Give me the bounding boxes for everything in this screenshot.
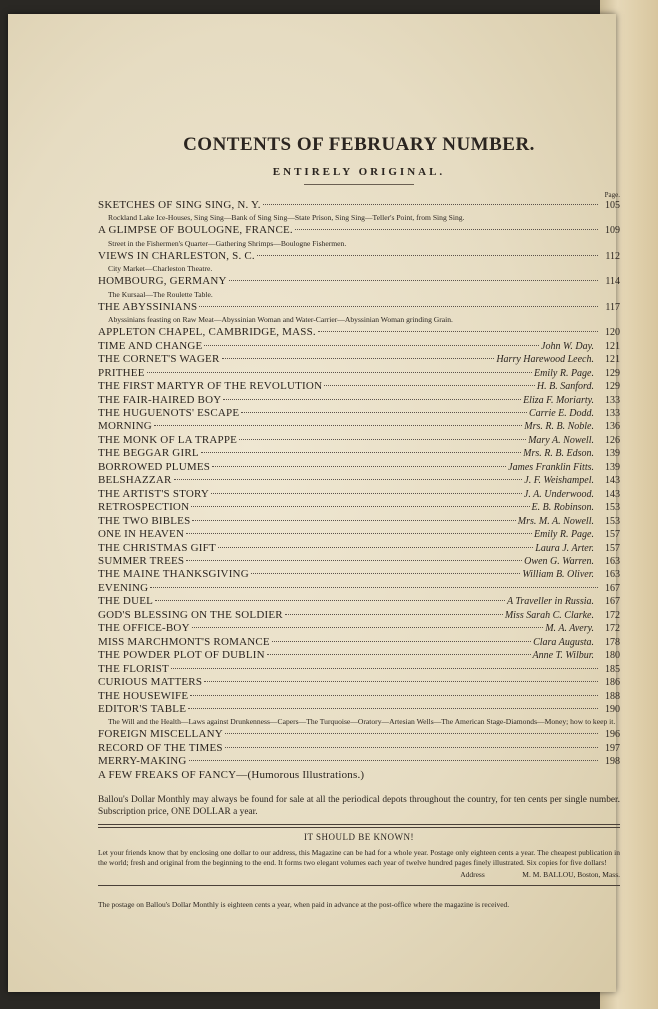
leader-dots — [267, 654, 531, 655]
entry-title: SUMMER TREES — [98, 554, 185, 567]
entry-title: EDITOR'S TABLE — [98, 702, 187, 715]
leader-dots — [192, 627, 543, 628]
entry-author: E. B. Robinson. — [531, 502, 594, 514]
contents-subentry: The Kursaal—The Roulette Table. — [108, 289, 213, 299]
entry-title: THE POWDER PLOT OF DUBLIN — [98, 649, 265, 662]
entry-title: CURIOUS MATTERS — [98, 676, 203, 689]
entry-page: 163 — [605, 569, 620, 581]
address-value: M. M. BALLOU, Boston, Mass. — [522, 870, 620, 880]
entry-page: 163 — [605, 555, 620, 567]
entry-title: MISS MARCHMONT'S ROMANCE — [98, 635, 270, 648]
leader-dots — [204, 345, 539, 346]
contents-entry — [98, 326, 620, 339]
entry-title: ONE IN HEAVEN — [98, 528, 185, 541]
entry-title: HOMBOURG, GERMANY — [98, 275, 227, 288]
leader-dots — [174, 479, 523, 480]
leader-dots — [154, 425, 522, 426]
entry-author: Anne T. Wilbur. — [532, 650, 594, 662]
contents-entry — [98, 568, 620, 581]
contents-subentry: City Market—Charleston Theatre. — [108, 264, 213, 274]
entry-page: 143 — [605, 475, 620, 487]
sale-notice: Ballou's Dollar Monthly may always be found for sale at all the periodical depots throughout the country, for ten cents per single number. Subscription price, ONE DOLLAR a year. — [98, 795, 620, 818]
leader-dots — [241, 412, 527, 413]
leader-dots — [147, 372, 532, 373]
entry-page: 121 — [605, 354, 620, 366]
contents-entry — [98, 555, 620, 568]
contents-entry — [98, 250, 620, 263]
entry-author: H. B. Sanford. — [536, 381, 594, 393]
divider — [98, 827, 620, 828]
contents-entry — [98, 769, 620, 782]
entry-page: 167 — [605, 596, 620, 608]
entry-page: 188 — [605, 690, 620, 702]
contents-entry — [98, 595, 620, 608]
entry-author: William B. Oliver. — [522, 569, 594, 581]
contents-entry — [98, 515, 620, 528]
contents-entry — [98, 380, 620, 393]
page-column-label: Page. — [604, 191, 620, 199]
leader-dots — [318, 331, 598, 332]
contents-entry — [98, 663, 620, 676]
entry-page: 186 — [605, 677, 620, 689]
entry-title: THE CHRISTMAS GIFT — [98, 541, 216, 554]
contents-entry — [98, 703, 620, 716]
entry-page: 129 — [605, 367, 620, 379]
entry-author: James Franklin Fitts. — [508, 461, 594, 473]
entry-title: RECORD OF THE TIMES — [98, 741, 223, 754]
contents-entry — [98, 199, 620, 212]
entry-page: 180 — [605, 650, 620, 662]
entry-author: Carrie E. Dodd. — [529, 407, 594, 419]
entry-title: FOREIGN MISCELLANY — [98, 728, 223, 741]
contents-subentry: Abyssinians feasting on Raw Meat—Abyssinian Woman and Water-Carrier—Abyssinian Woman grinding Grain. — [108, 315, 453, 325]
contents-subentry: Street in the Fishermen's Quarter—Gathering Shrimps—Boulogne Fishermen. — [108, 238, 347, 248]
entry-title: THE FLORIST — [98, 662, 169, 675]
entry-title: A FEW FREAKS OF FANCY—(Humorous Illustrations.) — [98, 768, 365, 781]
entry-author: Mrs. M. A. Nowell. — [517, 515, 594, 527]
entry-author: A Traveller in Russia. — [506, 596, 594, 608]
contents-entry — [98, 676, 620, 689]
entry-page: 139 — [605, 461, 620, 473]
entry-title: THE FAIR-HAIRED BOY — [98, 393, 222, 406]
entry-title: GOD'S BLESSING ON THE SOLDIER — [98, 608, 283, 621]
entry-author: Clara Augusta. — [533, 636, 594, 648]
entry-page: 129 — [605, 381, 620, 393]
contents-entry — [98, 224, 620, 237]
entry-title: PRITHEE — [98, 366, 145, 379]
entry-title: THE HUGUENOTS' ESCAPE — [98, 406, 240, 419]
entry-title: THE HOUSEWIFE — [98, 689, 189, 702]
entry-page: 121 — [605, 340, 620, 352]
contents-entry — [98, 528, 620, 541]
entry-page: 117 — [605, 301, 620, 313]
entry-page: 157 — [605, 529, 620, 541]
leader-dots — [324, 385, 535, 386]
entry-author: Emily R. Page. — [534, 529, 594, 541]
leader-dots — [150, 587, 598, 588]
leader-dots — [192, 520, 515, 521]
entry-author: Eliza F. Moriarty. — [523, 394, 594, 406]
entry-author: J. A. Underwood. — [523, 488, 594, 500]
entry-author: Mrs. R. B. Edson. — [523, 448, 594, 460]
contents-entry — [98, 690, 620, 703]
entry-author: Mrs. R. B. Noble. — [524, 421, 594, 433]
leader-dots — [201, 452, 521, 453]
entry-title: MERRY-MAKING — [98, 755, 187, 768]
entry-page: 120 — [605, 327, 620, 339]
entry-title: THE OFFICE-BOY — [98, 622, 190, 635]
leader-dots — [257, 255, 598, 256]
leader-dots — [189, 760, 598, 761]
entry-title: SKETCHES OF SING SING, N. Y. — [98, 199, 261, 211]
leader-dots — [199, 306, 598, 307]
entry-author: Mary A. Nowell. — [528, 434, 594, 446]
entry-title: THE MONK OF LA TRAPPE — [98, 433, 238, 446]
address-label: Address — [460, 870, 485, 880]
contents-entry — [98, 728, 620, 741]
entry-page: 153 — [605, 515, 620, 527]
entry-title: MORNING — [98, 420, 152, 433]
contents-entry — [98, 582, 620, 595]
contents-entry — [98, 622, 620, 635]
entry-page: 133 — [605, 407, 620, 419]
notice-body: Let your friends know that by enclosing one dollar to our address, this Magazine can be had for a whole year. Postage only eighteen cents a year. The cheapest publication in the world; fresh and original from the beginning to the end. It forms two elegant volumes each year of twelve hundred pages finely illustrated. Six copies for five dollars! — [98, 848, 620, 868]
entry-title: BORROWED PLUMES — [98, 460, 211, 473]
entry-page: 197 — [605, 742, 620, 754]
leader-dots — [191, 506, 529, 507]
leader-dots — [155, 600, 505, 601]
leader-dots — [225, 733, 598, 734]
notice-address — [98, 870, 620, 879]
leader-dots — [295, 229, 598, 230]
postage-footer: The postage on Ballou's Dollar Monthly is eighteen cents a year, when paid in advance at the post-office where the magazine is received. — [98, 900, 510, 910]
contents-entry — [98, 434, 620, 447]
entry-page: 178 — [605, 636, 620, 648]
title-rule — [304, 184, 414, 185]
leader-dots — [239, 439, 526, 440]
entry-author: M. A. Avery. — [545, 623, 594, 635]
contents-subentry: The Will and the Health—Laws against Drunkenness—Capers—The Turquoise—Oratory—Artesian Wells—The American Stage-Diamonds—Money; how to keep it. — [108, 717, 616, 727]
entry-page: 136 — [605, 421, 620, 433]
entry-title: THE DUEL — [98, 595, 154, 608]
document-page — [8, 14, 620, 992]
entry-author: John W. Day. — [541, 340, 594, 352]
entry-title: A GLIMPSE OF BOULOGNE, FRANCE. — [98, 224, 293, 237]
entry-title: THE ABYSSINIANS — [98, 300, 198, 313]
contents-entry — [98, 461, 620, 474]
entry-page: 172 — [605, 609, 620, 621]
leader-dots — [285, 614, 503, 615]
entry-title: RETROSPECTION — [98, 501, 190, 514]
contents-entry — [98, 474, 620, 487]
leader-dots — [204, 681, 598, 682]
entry-page: 190 — [605, 703, 620, 715]
entry-page: 112 — [605, 250, 620, 262]
entry-title: THE MAINE THANKSGIVING — [98, 568, 249, 581]
contents-entry — [98, 340, 620, 353]
page-title: CONTENTS OF FEBRUARY NUMBER. — [183, 134, 535, 155]
entry-title: EVENING — [98, 581, 149, 594]
entry-title: THE FIRST MARTYR OF THE REVOLUTION — [98, 380, 323, 393]
entry-page: 109 — [605, 225, 620, 237]
entry-title: APPLETON CHAPEL, CAMBRIDGE, MASS. — [98, 326, 316, 339]
leader-dots — [211, 493, 522, 494]
leader-dots — [190, 695, 598, 696]
contents-entry — [98, 636, 620, 649]
entry-page: 153 — [605, 502, 620, 514]
leader-dots — [251, 573, 520, 574]
entry-title: BELSHAZZAR — [98, 474, 172, 487]
contents-entry — [98, 367, 620, 380]
entry-author: Laura J. Arter. — [535, 542, 594, 554]
contents-column — [98, 134, 620, 910]
leader-dots — [188, 708, 598, 709]
entry-page: 133 — [605, 394, 620, 406]
contents-subentry: Rockland Lake Ice-Houses, Sing Sing—Bank of Sing Sing—State Prison, Sing Sing—Teller's Point, from Sing Sing. — [108, 213, 465, 223]
entry-author: Owen G. Warren. — [524, 555, 594, 567]
contents-entry — [98, 301, 620, 314]
contents-entry — [98, 407, 620, 420]
leader-dots — [225, 747, 598, 748]
entry-page: 196 — [605, 729, 620, 741]
notice-title: IT SHOULD BE KNOWN! — [303, 832, 415, 843]
entry-page: 167 — [605, 582, 620, 594]
divider — [98, 885, 620, 886]
leader-dots — [229, 280, 598, 281]
contents-list — [98, 199, 620, 782]
entry-page: 172 — [605, 623, 620, 635]
entry-title: TIME AND CHANGE — [98, 339, 203, 352]
contents-entry — [98, 488, 620, 501]
contents-entry — [98, 353, 620, 366]
leader-dots — [272, 641, 531, 642]
contents-entry — [98, 755, 620, 768]
leader-dots — [171, 668, 598, 669]
contents-entry — [98, 542, 620, 555]
entry-author: Harry Harewood Leech. — [496, 354, 594, 366]
entry-author: Emily R. Page. — [534, 367, 594, 379]
contents-entry — [98, 275, 620, 288]
entry-page: 185 — [605, 663, 620, 675]
entry-page: 126 — [605, 434, 620, 446]
entry-author: Miss Sarah C. Clarke. — [504, 609, 594, 621]
entry-title: THE ARTIST'S STORY — [98, 487, 210, 500]
contents-entry — [98, 742, 620, 755]
contents-entry — [98, 420, 620, 433]
entry-author: J. F. Weishampel. — [524, 475, 594, 487]
contents-entry — [98, 394, 620, 407]
contents-entry — [98, 447, 620, 460]
contents-entry — [98, 501, 620, 514]
entry-title: THE TWO BIBLES — [98, 514, 191, 527]
leader-dots — [186, 560, 522, 561]
entry-page: 198 — [605, 756, 620, 768]
leader-dots — [222, 358, 495, 359]
entry-title: THE CORNET'S WAGER — [98, 353, 220, 366]
page-subtitle: ENTIRELY ORIGINAL. — [272, 166, 446, 178]
leader-dots — [212, 466, 506, 467]
leader-dots — [186, 533, 532, 534]
entry-page: 143 — [605, 488, 620, 500]
entry-page: 105 — [605, 200, 620, 211]
divider — [98, 824, 620, 825]
leader-dots — [223, 399, 521, 400]
leader-dots — [263, 204, 598, 205]
entry-page: 139 — [605, 448, 620, 460]
entry-title: VIEWS IN CHARLESTON, S. C. — [98, 249, 255, 262]
leader-dots — [218, 547, 533, 548]
entry-page: 114 — [605, 276, 620, 288]
entry-title: THE BEGGAR GIRL — [98, 447, 199, 460]
entry-page: 157 — [605, 542, 620, 554]
contents-entry — [98, 649, 620, 662]
contents-entry — [98, 609, 620, 622]
